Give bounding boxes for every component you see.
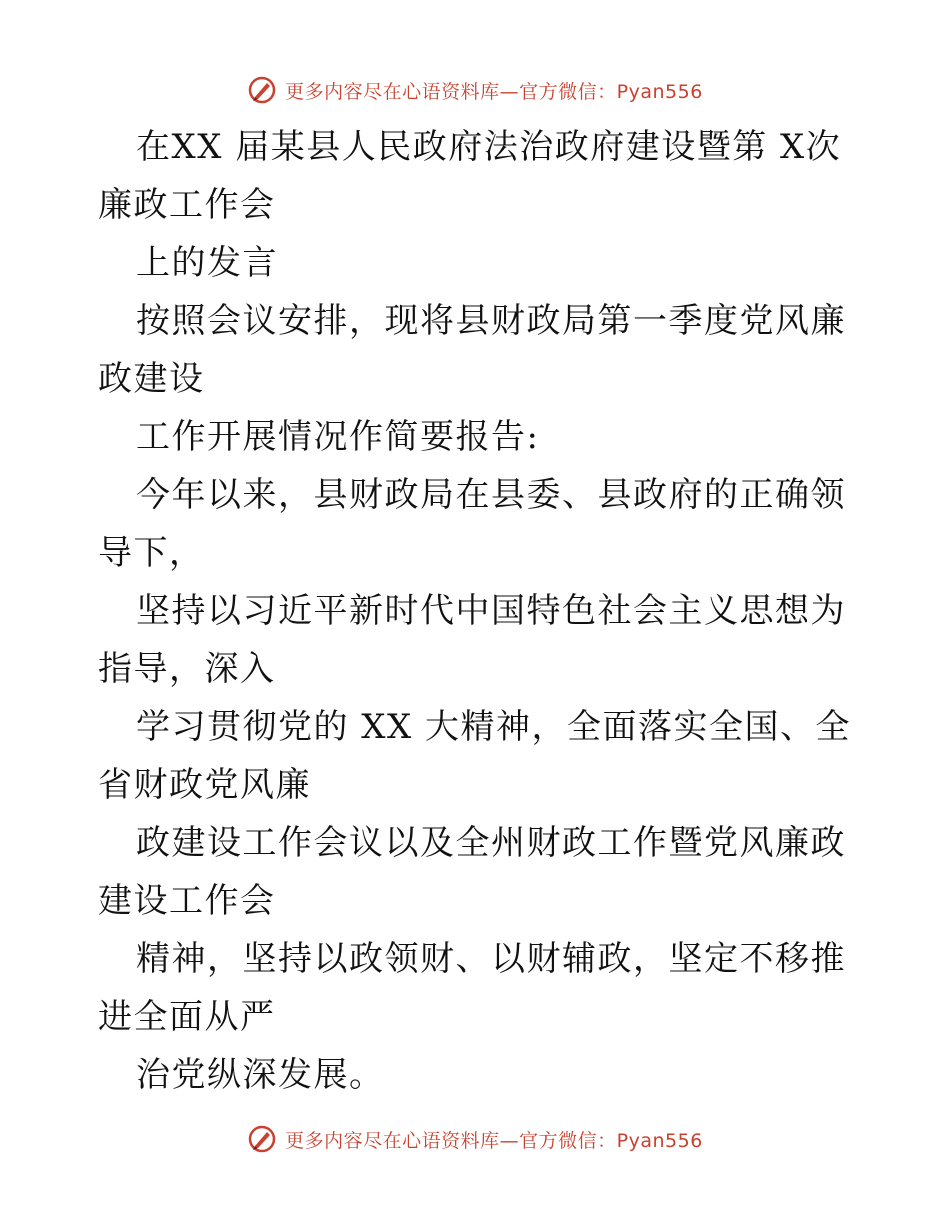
footer-banner [0,1119,950,1159]
paragraph: 工作开展情况作简要报告: [136,417,540,457]
paragraph: 政建设工作会议以及全州财政工作暨党风廉政建设工作会 [98,823,846,921]
wechat-id: Pyan556 [616,1129,703,1152]
paragraph: 学习贯彻党的 XX 大精神，全面落实全国、全省财政党风廉 [98,707,852,805]
paragraph: 今年以来，县财政局在县委、县政府的正确领导下， [98,475,846,573]
paragraph: 坚持以习近平新时代中国特色社会主义思想为指导，深入 [98,591,846,689]
quill-pen-circle-icon [247,1124,277,1154]
paragraph: 在XX 届某县人民政府法治政府建设暨第 X次廉政工作会 [98,127,842,225]
paragraph: 精神，坚持以政领财、以财辅政，坚定不移推进全面从严 [98,939,846,1037]
quill-pen-circle-icon [247,75,277,105]
header-banner-text: 更多内容尽在心语资料库—官方微信：Pyan556 [285,80,703,103]
wechat-id: Pyan556 [616,80,703,103]
paragraph: 治党纵深发展。 [136,1055,385,1095]
footer-banner-text: 更多内容尽在心语资料库—官方微信：Pyan556 [285,1129,703,1152]
document-body [98,118,858,1104]
paragraph: 上的发言 [136,243,278,283]
paragraph: 按照会议安排，现将县财政局第一季度党风廉政建设 [98,301,846,399]
header-banner [0,70,950,110]
